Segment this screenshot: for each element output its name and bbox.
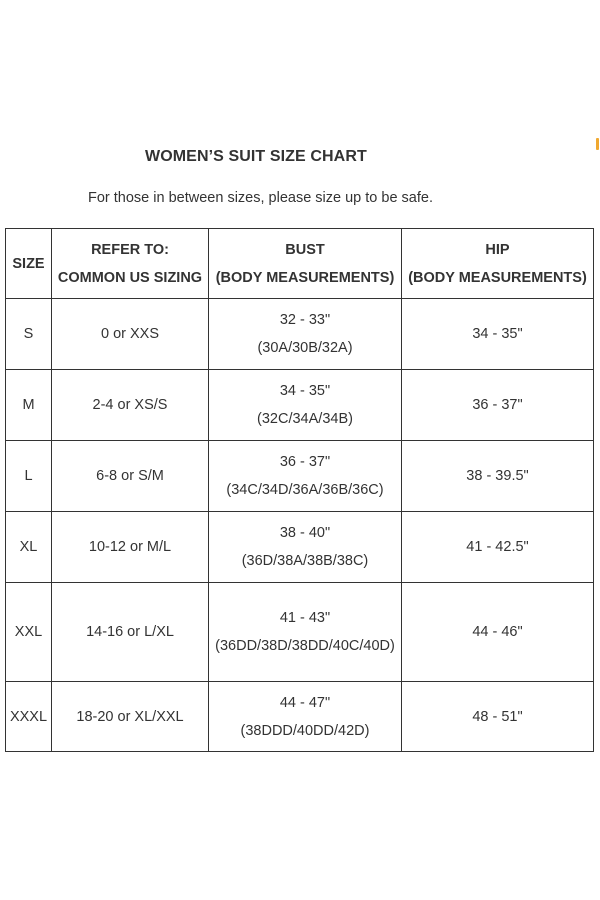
header-size bbox=[6, 229, 52, 299]
table-row bbox=[6, 370, 594, 441]
bust-range: 38 - 40" bbox=[279, 525, 331, 541]
header-us-line2: COMMON US SIZING bbox=[57, 269, 203, 286]
header-us-sizing bbox=[52, 229, 209, 299]
bust-cup-sizes: (32C/34A/34B) bbox=[257, 411, 353, 427]
us-sizing-cell: 10-12 or M/L bbox=[52, 512, 209, 583]
header-bust bbox=[209, 229, 402, 299]
bust-cell bbox=[209, 583, 402, 682]
header-hip bbox=[402, 229, 594, 299]
size-cell: XXL bbox=[6, 583, 52, 682]
us-sizing-cell: 6-8 or S/M bbox=[52, 441, 209, 512]
table-row bbox=[6, 512, 594, 583]
hip-cell: 34 - 35" bbox=[402, 299, 594, 370]
table-row bbox=[6, 583, 594, 682]
bust-range: 44 - 47" bbox=[279, 694, 331, 711]
table-header-row bbox=[6, 229, 594, 299]
header-bust-line1: BUST bbox=[285, 241, 325, 258]
bust-cell bbox=[209, 512, 402, 583]
bust-cup-sizes: (30A/30B/32A) bbox=[257, 340, 353, 356]
size-cell: XXXL bbox=[6, 682, 52, 752]
header-hip-line1: HIP bbox=[485, 241, 510, 258]
page-subtitle: For those in between sizes, please size up to be safe. bbox=[88, 190, 433, 206]
bust-range: 41 - 43" bbox=[279, 610, 331, 626]
hip-cell: 38 - 39.5" bbox=[402, 441, 594, 512]
hip-cell: 44 - 46" bbox=[402, 583, 594, 682]
hip-cell: 41 - 42.5" bbox=[402, 512, 594, 583]
size-cell: M bbox=[6, 370, 52, 441]
bust-cup-sizes: (34C/34D/36A/36B/36C) bbox=[226, 482, 384, 498]
header-hip-line2: (BODY MEASUREMENTS) bbox=[408, 269, 587, 286]
bust-cell bbox=[209, 441, 402, 512]
bust-cell bbox=[209, 370, 402, 441]
size-cell: L bbox=[6, 441, 52, 512]
size-cell: XL bbox=[6, 512, 52, 583]
bust-cell bbox=[209, 299, 402, 370]
bust-cup-sizes: (38DDD/40DD/42D) bbox=[240, 722, 370, 739]
page-title: WOMEN’S SUIT SIZE CHART bbox=[145, 148, 367, 165]
bust-range: 36 - 37" bbox=[279, 454, 331, 470]
us-sizing-cell: 2-4 or XS/S bbox=[52, 370, 209, 441]
hip-cell: 48 - 51" bbox=[402, 682, 594, 752]
bust-cup-sizes: (36DD/38D/38DD/40C/40D) bbox=[215, 638, 395, 654]
header-us-line1: REFER TO: bbox=[91, 241, 169, 258]
table-row bbox=[6, 441, 594, 512]
bust-range: 32 - 33" bbox=[279, 312, 331, 328]
header-bust-line2: (BODY MEASUREMENTS) bbox=[215, 269, 395, 286]
bust-cell bbox=[209, 682, 402, 752]
size-cell: S bbox=[6, 299, 52, 370]
us-sizing-cell: 14-16 or L/XL bbox=[52, 583, 209, 682]
us-sizing-cell: 18-20 or XL/XXL bbox=[52, 682, 209, 752]
us-sizing-cell: 0 or XXS bbox=[52, 299, 209, 370]
size-chart-table bbox=[5, 228, 594, 752]
bust-cup-sizes: (36D/38A/38B/38C) bbox=[241, 553, 369, 569]
hip-cell: 36 - 37" bbox=[402, 370, 594, 441]
bust-range: 34 - 35" bbox=[279, 383, 331, 399]
header-size-label: SIZE bbox=[12, 255, 45, 272]
table-row bbox=[6, 299, 594, 370]
accent-mark bbox=[596, 138, 599, 150]
table-row bbox=[6, 682, 594, 752]
